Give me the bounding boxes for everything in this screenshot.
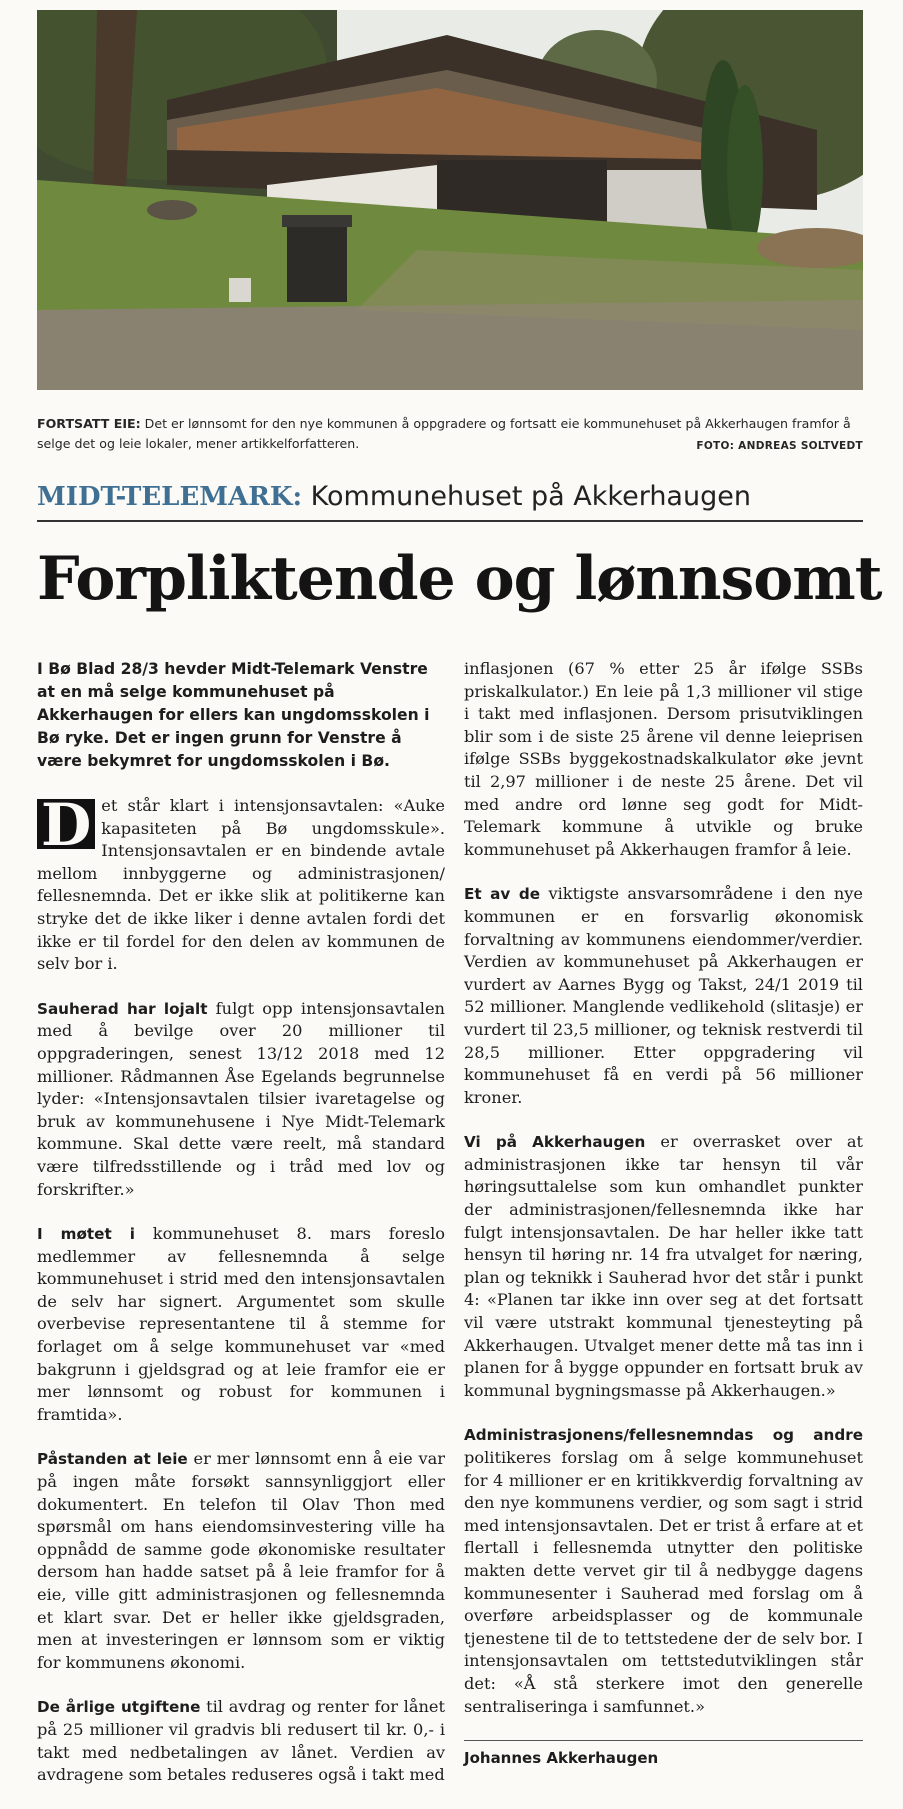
paragraph-6: inflasjonen (67 % etter 25 år ifølge SSBs priskalkulator.) En leie på 1,3 millioner vil stige i takt med inflasjonen. Dersom prisutviklingen blir som i de siste 25 årene vil denne leieprisen ifølge SSBs byggekostnadskalkulator øke jevnt til 2,97 millioner i de neste 25 årene. Det vil med andre ord lønne seg godt for Midt-Telemark kommune å utvikle og bruke kommunehuset på Akkerhaugen framfor å leie. [464, 659, 863, 859]
caption-lead: FORTSATT EIE: [37, 416, 141, 431]
paragraph-1 [37, 791, 445, 976]
caption-text: Det er lønnsomt for den nye kommunen å oppgradere og fortsatt eie kommunehuset på Akkerhaugen framfor å selge det og leie lokaler, mener artikkelforfatteren. [37, 416, 851, 451]
paragraph-5-text: til avdrag og renter for lånet på 25 millioner vil gradvis bli redusert til kr. 0,- i takt med nedbetalingen av lånet. Verdien av avdragene som betales reduseres også i takt med [37, 1697, 445, 1785]
paragraph-7-text: viktigste ansvarsområdene i den nye kommunen er en forsvarlig økonomisk forvaltning av kommunens eiendommer/verdier. Verdien av kommunehuset på Akkerhaugen er vurdert av Aarnes Bygg og Takst, 24/1 2019 til 52 millioner. Manglende vedlikehold (slitasje) er vurdert til 23,5 millioner, og teknisk restverdi til 28,5 millioner. Etter oppgradering vil kommunehuset få en verdi på 56 millioner kroner. [464, 884, 863, 1107]
article-photo [37, 10, 863, 390]
ingress: I Bø Blad 28/3 hevder Midt-Telemark Venstre at en må selge kommunehuset på Akkerhaugen for ellers kan ungdomsskolen i Bø ryke. Det er ingen grunn for Venstre å være bekymret for ungdomsskolen i Bø. [37, 660, 430, 770]
paragraph-8-text: er overrasket over at administrasjonen ikke tar hensyn til vår høringsuttalelse som kun omhandlet punkter der administrasjonen/fellesnemnda ikke har fulgt intensjonsavtalen. De har heller ikke tatt hensyn til høring nr. 14 fra utvalget for næring, plan og teknikk i Sauherad hvor det står i punkt 4: «Planen tar ikke inn over seg at det fortsatt vil være utstrakt kommunal tjenesteyting på Akkerhaugen. Utvalget mener dette må tas inn i planen for å bygge oppunder en fortsatt bruk av kommunal bygningsmasse på Akkerhaugen.» [464, 1132, 863, 1400]
paragraph-4 [37, 1448, 445, 1674]
photo-kommunehuset [37, 10, 863, 390]
paragraph-3 [37, 1223, 445, 1426]
paragraph-7 [464, 883, 863, 1109]
paragraph-1-text: et står klart i intensjonsavtalen: «Auke kapasiteten på Bø ungdomsskule». Intensjonsavtalen er en bindende avtale mellom innbyggerne og administrasjonen/ fellesnemnda. Det er ikke slik at politikerne kan stryke det de ikke liker i denne avtalen fordi det ikke er til fordel for den delen av kommunen de selv bor i. [37, 796, 445, 974]
paragraph-9-lead: Administrasjonens/fellesnemndas og andre [464, 1426, 863, 1445]
paragraph-7-lead: Et av de [464, 885, 541, 904]
byline: Johannes Akkerhaugen [464, 1740, 863, 1770]
paragraph-2-text: fulgt opp intensjonsavtalen med å bevilge over 20 millioner til oppgraderingen, senest 13/12 2018 med 12 millioner. Rådmannen Åse Egelands begrunnelse lyder: «Intensjonsavtalen tilsier ivaretagelse og bruk av kommunehusene i Nye Midt-Telemark kommune. Skal dette være reelt, må standard være tilfredsstillende og i tråd med lov og forskrifter.» [37, 998, 445, 1199]
section-kicker [37, 480, 863, 522]
kicker-tag: MIDT-TELEMARK: [37, 482, 303, 512]
paragraph-5 [37, 1696, 445, 1786]
photo-caption [37, 414, 863, 454]
paragraph-3-lead: I møtet i [37, 1225, 135, 1244]
photo-credit: FOTO: ANDREAS SOLTVEDT [696, 440, 863, 452]
column-right [464, 658, 863, 1770]
paragraph-9-text: politikeres forslag om å selge kommunehuset for 4 millioner er en kritikkverdig forvaltning av den nye kommunens verdier, og som sagt i strid med intensjonsavtalen. Det er trist å erfare at et flertall i fellesnemda utnytter den politiske makten dette vervet gir til å nedbygge dagens kommunesenter i Sauherad med forslag om å overføre arbeidsplasser og de kommunale tjenestene til de to tettstedene der de selv bor. I intensjonsavtalen om tettstedutviklingen står det: «Å stå sterkere imot den generelle sentraliseringa i samfunnet.» [464, 1448, 863, 1716]
paragraph-3-text: kommunehuset 8. mars foreslo medlemmer av fellesnemnda å selge kommunehuset i strid med den intensjonsavtalen de selv har signert. Argumentet som skulle overbevise representantene til å stemme for forlaget om å selge kommunehuset var «med bakgrunn i gjeldsgrad og at leie framfor eie er mer lønnsomt og robust for kommunen i framtida». [37, 1224, 445, 1424]
paragraph-9 [464, 1424, 863, 1718]
column-left [37, 658, 445, 1809]
paragraph-2-lead: Sauherad har lojalt [37, 999, 208, 1018]
paragraph-8-lead: Vi på Akkerhaugen [464, 1133, 646, 1152]
paragraph-8 [464, 1131, 863, 1402]
paragraph-4-lead: Påstanden at leie [37, 1450, 188, 1469]
paragraph-2 [37, 998, 445, 1201]
paragraph-5-lead: De årlige utgiftene [37, 1698, 201, 1717]
kicker-topic: Kommunehuset på Akkerhaugen [310, 481, 751, 512]
drop-cap: D [37, 799, 95, 849]
headline: Forpliktende og lønnsomt [37, 544, 882, 614]
paragraph-4-text: er mer lønnsomt enn å eie var på ingen måte forsøkt sannsynliggjort eller dokumentert. En telefon til Olav Thon med spørsmål om hans eiendomsinvestering ville ha oppnådd de samme gode økonomiske resultater dersom han hadde satset på å leie framfor for å eie, ville gitt administrasjonen og fellesnemnda et klart svar. Det er heller ikke gjeldsgraden, men at investeringen er lønnsom som er viktig for kommunens økonomi. [37, 1449, 445, 1672]
